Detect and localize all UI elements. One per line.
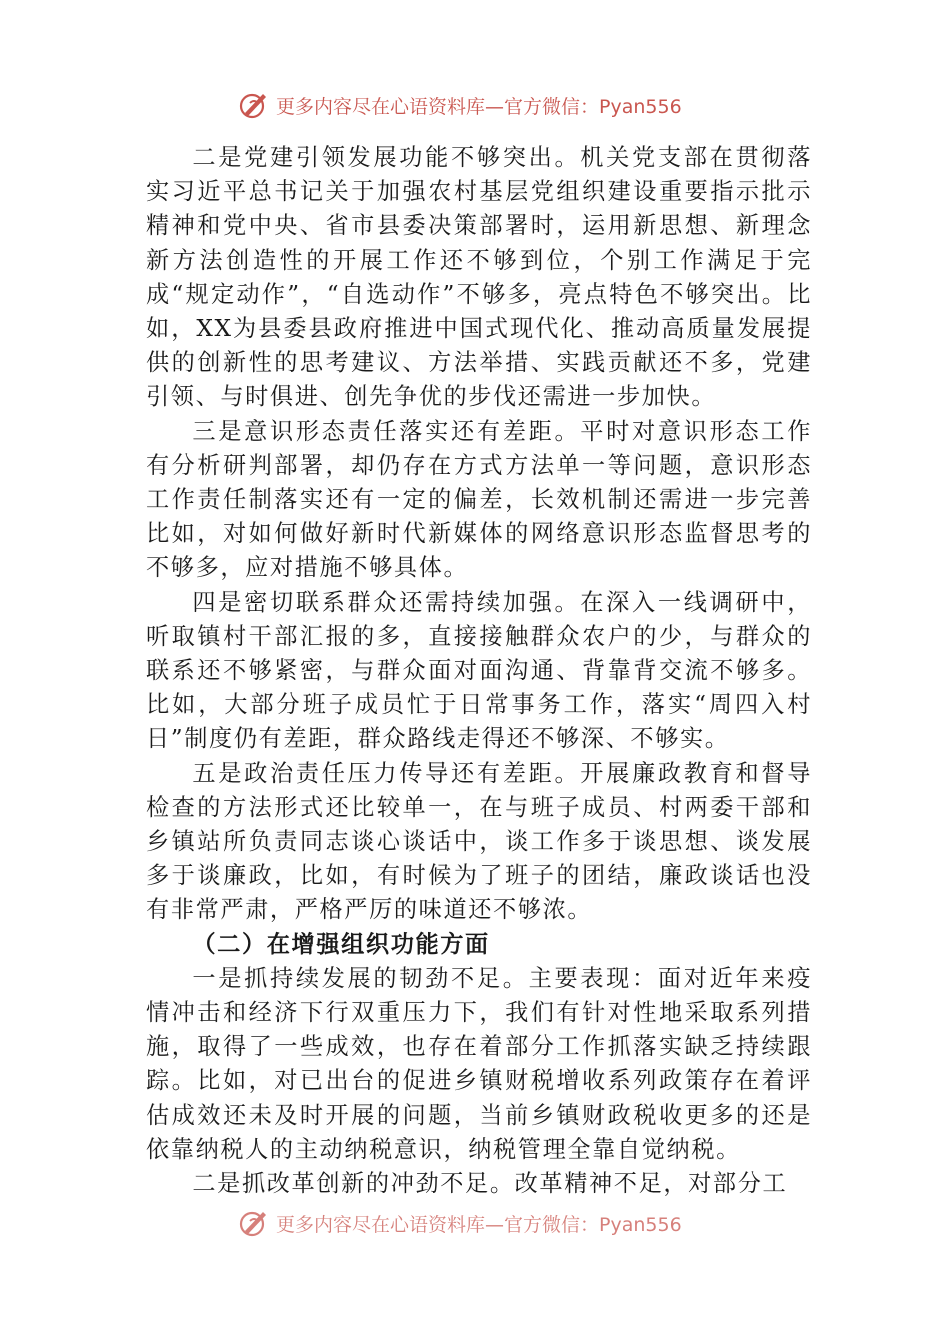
- paragraph-ideology: 三是意识形态责任落实还有差距。平时对意识形态工作有分析研判部署，却仍存在方式方法单一等问题，意识形态工作责任制落实还有一定的偏差，长效机制还需进一步完善比如，对如何做好新时代新媒体的网络意识形态监督思考的不够多，应对措施不够具体。: [146, 417, 812, 582]
- paragraph-party-building: 二是党建引领发展功能不够突出。机关党支部在贯彻落实习近平总书记关于加强农村基层党组织建设重要指示批示精神和党中央、省市县委决策部署时，运用新思想、新理念新方法创造性的开展工作还不够到位，个别工作满足于完成“规定动作”，“自选动作”不够多，亮点特色不够突出。比如，XX为县委县政府推进中国式现代化、推动高质量发展提供的创新性的思考建议、方法举措、实践贡献还不多，党建引领、与时俱进、创先争优的步伐还需进一步加快。: [146, 144, 812, 411]
- watermark-header: [238, 88, 682, 122]
- pen-logo-icon: [238, 89, 270, 121]
- paragraph-reform-innovation: 二是抓改革创新的冲劲不足。改革精神不足，对部分工: [192, 1170, 788, 1198]
- document-body: [146, 141, 812, 1201]
- watermark-text: 更多内容尽在心语资料库—官方微信：Pyan556: [276, 95, 682, 118]
- paragraph-mass-contact: 四是密切联系群众还需持续加强。在深入一线调研中，听取镇村干部汇报的多，直接接触群众农户的少，与群众的联系还不够紧密，与群众面对面沟通、背靠背交流不够多。比如，大部分班子成员忙于日常事务工作，落实“周四入村日”制度仍有差距，群众路线走得还不够深、不够实。: [146, 588, 812, 753]
- pen-logo-icon: [238, 1207, 270, 1239]
- watermark-text: 更多内容尽在心语资料库—官方微信：Pyan556: [276, 1213, 682, 1236]
- watermark-footer: [238, 1206, 682, 1240]
- paragraph-sustained-development: 一是抓持续发展的韧劲不足。主要表现：面对近年来疫情冲击和经济下行双重压力下，我们有针对性地采取系列措施，取得了一些成效，也存在着部分工作抓落实缺乏持续跟踪。比如，对已出台的促进乡镇财税增收系列政策存在着评估成效还未及时开展的问题，当前乡镇财政税收更多的还是依靠纳税人的主动纳税意识，纳税管理全靠自觉纳税。: [146, 964, 812, 1163]
- paragraph-political-responsibility: 五是政治责任压力传导还有差距。开展廉政教育和督导检查的方法形式还比较单一，在与班子成员、村两委干部和乡镇站所负责同志谈心谈话中，谈工作多于谈思想、谈发展多于谈廉政，比如，有时候为了班子的团结，廉政谈话也没有非常严肃，严格严厉的味道还不够浓。: [146, 759, 812, 924]
- section-heading: （二）在增强组织功能方面: [192, 930, 490, 958]
